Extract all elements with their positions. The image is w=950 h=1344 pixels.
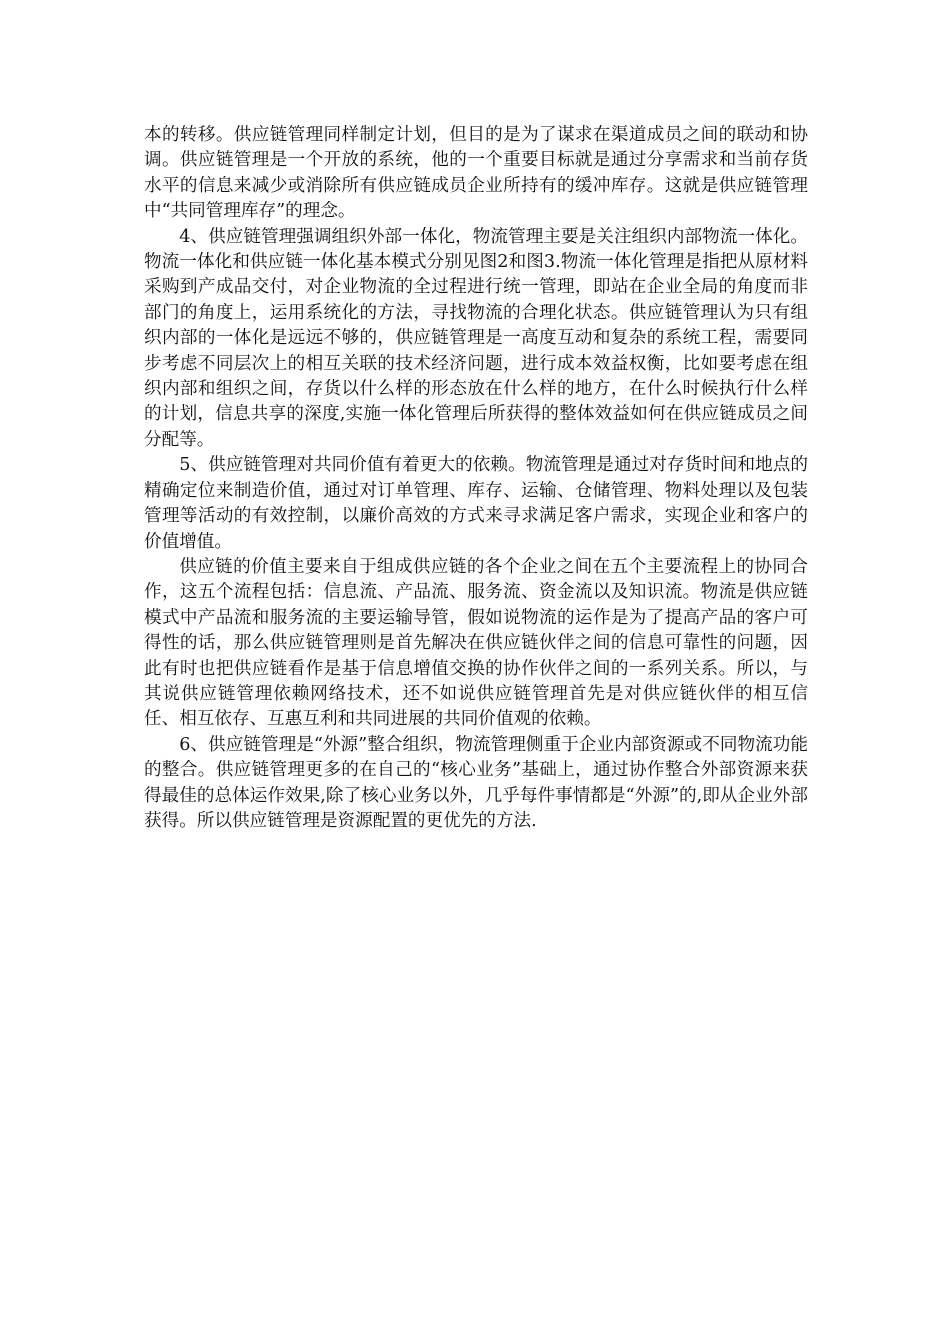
paragraph-point-6: 6、供应链管理是“外源”整合组织，物流管理侧重于企业内部资源或不同物流功能的整合。供应链管理更多的在自己的“核心业务”基础上，通过协作整合外部资源来获得最佳的总体运作效果,除了核心业务以外，几乎每件事情都是“外源”的,即从企业外部获得。所以供应链管理是资源配置的更优先的方法.	[144, 734, 808, 831]
paragraph-point-5: 5、供应链管理对共同价值有着更大的依赖。物流管理是通过对存货时间和地点的精确定位来制造价值，通过对订单管理、库存、运输、仓储管理、物料处理以及包装管理等活动的有效控制，以廉价高效的方式来寻求满足客户需求，实现企业和客户的价值增值。	[144, 455, 808, 552]
document-body	[144, 123, 808, 834]
paragraph-value-flows: 供应链的价值主要来自于组成供应链的各个企业之间在五个主要流程上的协同合作，这五个流程包括：信息流、产品流、服务流、资金流以及知识流。物流是供应链模式中产品流和服务流的主要运输导管，假如说物流的运作是为了提高产品的客户可得性的话，那么供应链管理则是首先解决在供应链伙伴之间的信息可靠性的问题，因此有时也把供应链看作是基于信息增值交换的协作伙伴之间的一系列关系。所以，与其说供应链管理依赖网络技术，还不如说供应链管理首先是对供应链伙伴的相互信任、相互依存、互惠互利和共同进展的共同价值观的依赖。	[144, 556, 808, 730]
paragraph-point-4: 4、供应链管理强调组织外部一体化，物流管理主要是关注组织内部物流一体化。物流一体化和供应链一体化基本模式分别见图2和图3.物流一体化管理是指把从原材料采购到产成品交付，对企业物流的全过程进行统一管理，即站在企业全局的角度而非部门的角度上，运用系统化的方法，寻找物流的合理化状态。供应链管理认为只有组织内部的一体化是远远不够的，供应链管理是一高度互动和复杂的系统工程，需要同步考虑不同层次上的相互关联的技术经济问题，进行成本效益权衡，比如要考虑在组织内部和组织之间，存货以什么样的形态放在什么样的地方，在什么时候执行什么样的计划，信息共享的深度,实施一体化管理后所获得的整体效益如何在供应链成员之间分配等。	[144, 226, 808, 450]
paragraph-continuation: 本的转移。供应链管理同样制定计划，但目的是为了谋求在渠道成员之间的联动和协调。供应链管理是一个开放的系统，他的一个重要目标就是通过分享需求和当前存货水平的信息来减少或消除所有供应链成员企业所持有的缓冲库存。这就是供应链管理中“共同管理库存”的理念。	[144, 125, 808, 222]
